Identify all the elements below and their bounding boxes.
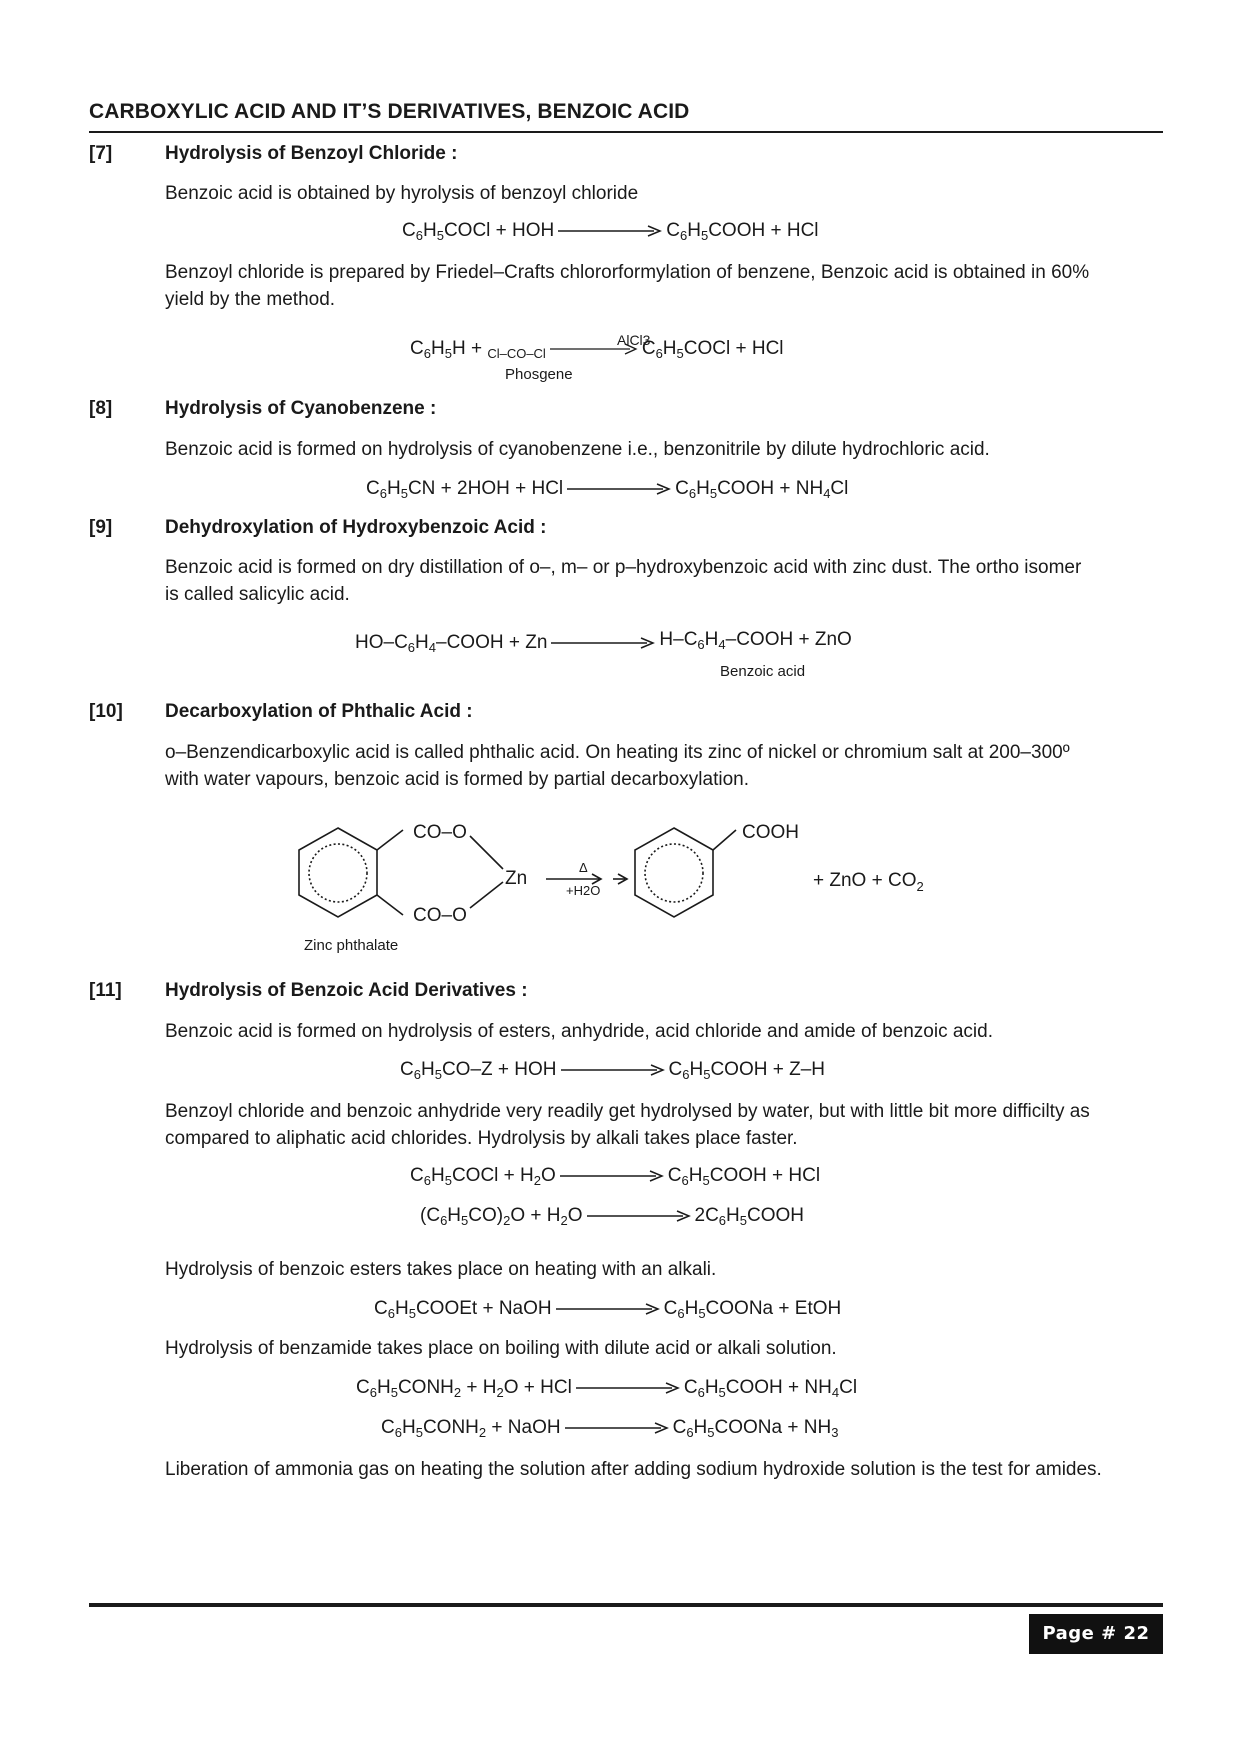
section-10-title: Decarboxylation of Phthalic Acid : [165, 701, 473, 722]
formula-subscript: 6 [682, 1067, 690, 1082]
formula-subscript: 6 [379, 486, 387, 501]
section-7-intro: Benzoic acid is obtained by hyrolysis of benzoyl chloride [165, 183, 639, 204]
formula-text: Cl [830, 478, 849, 499]
formula-subscript: Cl–CO–Cl [487, 346, 546, 361]
benzene-ring-right [635, 828, 713, 917]
formula-text: C [400, 1059, 414, 1080]
formula-text: C [410, 1165, 424, 1186]
formula-text: CONH [422, 1417, 479, 1438]
formula-subscript: 4 [823, 486, 831, 501]
equation-right [675, 478, 848, 499]
section-8-title: Hydrolysis of Cyanobenzene : [165, 398, 437, 419]
formula-text: H [386, 478, 401, 499]
formula-subscript: 3 [831, 1425, 839, 1440]
formula-text: COONa + NH [714, 1417, 832, 1438]
footer-rule [89, 1603, 1163, 1607]
section-11-final-text: Liberation of ammonia gas on heating the solution after adding sodium hydroxide solution is the test for amides. [165, 1459, 1102, 1480]
formula-text: C [366, 478, 380, 499]
formula-subscript: 2 [478, 1425, 487, 1440]
formula-text: + H [461, 1377, 497, 1398]
formula-text: CONH [397, 1377, 454, 1398]
products-subscript: 2 [916, 879, 924, 894]
arrow-icon [551, 637, 655, 649]
formula-subscript: 6 [423, 346, 431, 361]
water-condition: +H2O [566, 883, 601, 898]
benzoic-acid-label: Benzoic acid [720, 663, 806, 680]
section-11-esters-text: Hydrolysis of benzoic esters takes place on heating with an alkali. [165, 1259, 717, 1280]
formula-text: O [541, 1165, 556, 1186]
formula-text: H [430, 338, 445, 359]
formula-text: C [667, 1165, 682, 1186]
formula-text: H [696, 478, 710, 499]
zinc-phthalate-caption: Zinc phthalate [304, 937, 399, 954]
formula-subscript: 6 [697, 1385, 705, 1400]
section-7-title: Hydrolysis of Benzoyl Chloride : [165, 143, 458, 164]
section-10-number: [10] [89, 701, 123, 722]
header-rule [89, 131, 1163, 133]
co-o-top-label: CO–O [413, 822, 467, 843]
formula-subscript: 2 [560, 1213, 568, 1228]
formula-text: (C [420, 1205, 441, 1226]
zinc-label: Zn [505, 868, 528, 889]
benzene-ring-left [299, 828, 377, 917]
section-9-title: Dehydroxylation of Hydroxybenzoic Acid : [165, 517, 547, 538]
formula-text: COOH + HCl [709, 1165, 821, 1186]
section-7-number: [7] [89, 143, 113, 164]
co-o-bottom-label: CO–O [413, 905, 467, 926]
equation-left [400, 1059, 557, 1080]
arrow-icon [558, 225, 662, 237]
arrow-icon [587, 1210, 691, 1222]
formula-subscript: 5 [400, 486, 408, 501]
formula-subscript: 5 [709, 486, 718, 501]
section-10-line-1: o–Benzendicarboxylic acid is called phthalic acid. On heating its zinc of nickel or chromium salt at 200–300º [165, 742, 1070, 763]
equation-right [666, 220, 818, 241]
section-8-intro: Benzoic acid is formed on hydrolysis of cyanobenzene i.e., benzonitrile by dilute hydrochloric acid. [165, 439, 990, 460]
section-9-line-2: is called salicylic acid. [165, 584, 350, 605]
section-11-equation-1 [400, 1059, 825, 1081]
cooh-label: COOH [742, 822, 799, 843]
equation-left [402, 220, 554, 241]
formula-text: C [402, 220, 416, 241]
equation-left [355, 632, 547, 653]
formula-subscript: 5 [702, 1173, 710, 1188]
formula-subscript: 6 [697, 637, 705, 652]
arrow-icon [560, 1170, 664, 1182]
formula-text: O + H [510, 1205, 561, 1226]
section-11-equation-6 [381, 1417, 838, 1439]
formula-subscript: 5 [408, 1306, 416, 1321]
formula-subscript: 2 [503, 1213, 511, 1228]
formula-subscript: 6 [440, 1213, 448, 1228]
formula-text: H [704, 629, 719, 650]
formula-text: C [641, 338, 656, 359]
formula-subscript: 6 [655, 346, 663, 361]
formula-subscript: 6 [681, 1173, 689, 1188]
formula-subscript: 5 [700, 228, 709, 243]
formula-text: COCl + H [451, 1165, 534, 1186]
page-header-title: CARBOXYLIC ACID AND IT’S DERIVATIVES, BENZOIC ACID [89, 100, 690, 123]
formula-text: COONa + EtOH [705, 1298, 842, 1319]
aromatic-circle-right [645, 844, 703, 902]
formula-text: H [684, 1298, 699, 1319]
page-number-badge: Page # 22 [1029, 1614, 1163, 1654]
formula-subscript: 6 [407, 640, 416, 655]
formula-subscript: 5 [444, 1173, 452, 1188]
formula-text: O + HCl [503, 1377, 572, 1398]
formula-subscript: 5 [436, 228, 444, 243]
section-7-paragraph-line-1: Benzoyl chloride is prepared by Friedel–Crafts chlororformylation of benzene, Benzoic acid is obtained in 60% [165, 262, 1090, 283]
formula-text: + NaOH [486, 1417, 561, 1438]
formula-text: H [420, 1059, 435, 1080]
section-11-title: Hydrolysis of Benzoic Acid Derivatives : [165, 980, 528, 1001]
formula-subscript: 5 [718, 1385, 726, 1400]
formula-subscript: 5 [739, 1213, 747, 1228]
formula-text: C [668, 1059, 683, 1080]
formula-text: CN + 2HOH + HCl [407, 478, 564, 499]
section-10-line-2: with water vapours, benzoic acid is formed by partial decarboxylation. [165, 769, 750, 790]
formula-subscript: 6 [688, 486, 697, 501]
formula-text: Cl [839, 1377, 858, 1398]
catalyst-label: AlCl3 [617, 332, 651, 348]
formula-text: COOH + NH [725, 1377, 832, 1398]
section-7-equation-1 [402, 220, 819, 242]
formula-subscript: 6 [394, 1425, 402, 1440]
formula-text: C [356, 1377, 370, 1398]
section-7-paragraph-line-2: yield by the method. [165, 289, 336, 310]
formula-text: C [374, 1298, 388, 1319]
equation-right [659, 629, 851, 650]
equation-right [664, 1298, 842, 1319]
formula-subscript: 6 [686, 1425, 694, 1440]
formula-text: H [704, 1377, 719, 1398]
formula-text: H [401, 1417, 416, 1438]
equation-right [684, 1377, 857, 1398]
section-11-paragraph-line-1: Benzoyl chloride and benzoic anhydride very readily get hydrolysed by water, but with little bit more difficilty as [165, 1101, 1090, 1122]
formula-text: 2C [694, 1205, 719, 1226]
section-11-number: [11] [89, 980, 122, 1001]
equation-left [381, 1417, 561, 1438]
formula-text: H [394, 1298, 409, 1319]
formula-text: H + [451, 338, 488, 359]
arrow-icon [561, 1064, 665, 1076]
formula-subscript: 4 [831, 1385, 840, 1400]
formula-text: COOH [747, 1205, 804, 1226]
formula-text: H [726, 1205, 740, 1226]
reaction-products [813, 870, 924, 894]
formula-text: –COOH + Zn [436, 632, 548, 653]
formula-text: C [410, 338, 424, 359]
formula-text: COCl + HCl [683, 338, 784, 359]
formula-text: H [688, 1165, 703, 1186]
formula-text: H [422, 220, 437, 241]
equation-right [695, 1205, 805, 1226]
formula-text: C [381, 1417, 395, 1438]
section-9-equation [355, 629, 852, 655]
section-11-intro: Benzoic acid is formed on hydrolysis of esters, anhydride, acid chloride and amide of benzoic acid. [165, 1021, 993, 1042]
formula-text: H [687, 220, 701, 241]
formula-text: COOEt + NaOH [415, 1298, 552, 1319]
section-8-number: [8] [89, 398, 113, 419]
section-11-equation-3 [420, 1205, 804, 1227]
section-11-equation-2 [410, 1165, 820, 1187]
formula-subscript: 5 [698, 1306, 706, 1321]
formula-text: HO–C [355, 632, 408, 653]
formula-text: H [447, 1205, 462, 1226]
formula-text: COOH + HCl [708, 220, 819, 241]
equation-left [366, 478, 563, 499]
formula-subscript: 5 [703, 1067, 711, 1082]
formula-subscript: 4 [718, 637, 726, 652]
formula-subscript: 6 [423, 1173, 431, 1188]
formula-subscript: 6 [369, 1385, 377, 1400]
formula-text: COCl + HOH [443, 220, 555, 241]
arrow-icon [567, 483, 671, 495]
formula-subscript: 5 [390, 1385, 398, 1400]
equation-right [673, 1417, 839, 1438]
formula-text: H [415, 632, 429, 653]
equation-right [668, 1165, 820, 1186]
formula-text: H [693, 1417, 708, 1438]
equation-left [374, 1298, 552, 1319]
phosgene-label: Phosgene [505, 366, 573, 383]
formula-text: COOH + NH [717, 478, 824, 499]
section-9-line-1: Benzoic acid is formed on dry distillation of o–, m– or p–hydroxybenzoic acid with zinc dust. The ortho isomer [165, 557, 1082, 578]
formula-subscript: 5 [461, 1213, 469, 1228]
section-9-number: [9] [89, 517, 113, 538]
formula-text: O [567, 1205, 583, 1226]
formula-text: H [689, 1059, 704, 1080]
arrow-icon [576, 1382, 680, 1394]
formula-subscript: 6 [677, 1306, 685, 1321]
formula-text: H [662, 338, 677, 359]
formula-subscript: 5 [444, 346, 452, 361]
formula-text: CO) [468, 1205, 504, 1226]
section-11-paragraph-line-2: compared to aliphatic acid chlorides. Hydrolysis by alkali takes place faster. [165, 1128, 798, 1149]
formula-text: C [675, 478, 689, 499]
formula-subscript: 6 [413, 1067, 421, 1082]
products-text: + ZnO + CO [813, 870, 917, 891]
section-11-equation-4 [374, 1298, 841, 1320]
formula-subscript: 2 [496, 1385, 504, 1400]
formula-subscript: 6 [680, 228, 688, 243]
equation-left [356, 1377, 572, 1398]
formula-subscript: 5 [434, 1067, 442, 1082]
section-8-equation [366, 478, 848, 500]
formula-subscript: 5 [415, 1425, 423, 1440]
formula-text: H–C [659, 629, 698, 650]
aromatic-circle-left [309, 844, 367, 902]
equation-left [410, 338, 546, 359]
formula-text: COOH + Z–H [710, 1059, 825, 1080]
formula-subscript: 6 [415, 228, 423, 243]
formula-subscript: 4 [428, 640, 436, 655]
section-7-equation-2 [410, 338, 784, 360]
zinc-phthalate-reaction-diagram [290, 818, 970, 958]
equation-left [410, 1165, 556, 1186]
section-11-equation-5 [356, 1377, 857, 1399]
formula-text: C [663, 1298, 678, 1319]
equation-left [420, 1205, 583, 1226]
formula-text: H [430, 1165, 445, 1186]
formula-subscript: 2 [533, 1173, 541, 1188]
formula-text: C [683, 1377, 698, 1398]
delta-symbol: Δ [579, 860, 588, 875]
formula-subscript: 2 [453, 1385, 462, 1400]
formula-subscript: 5 [676, 346, 684, 361]
formula-text: –COOH + ZnO [725, 629, 852, 650]
formula-subscript: 6 [387, 1306, 395, 1321]
formula-text: C [672, 1417, 687, 1438]
formula-text: C [666, 220, 680, 241]
formula-text: H [376, 1377, 391, 1398]
equation-right [669, 1059, 826, 1080]
equation-right [642, 338, 784, 359]
formula-text: CO–Z + HOH [441, 1059, 557, 1080]
formula-subscript: 5 [707, 1425, 715, 1440]
section-11-amide-text: Hydrolysis of benzamide takes place on boiling with dilute acid or alkali solution. [165, 1338, 837, 1359]
arrow-icon [556, 1303, 660, 1315]
formula-subscript: 6 [718, 1213, 727, 1228]
arrow-icon [565, 1422, 669, 1434]
